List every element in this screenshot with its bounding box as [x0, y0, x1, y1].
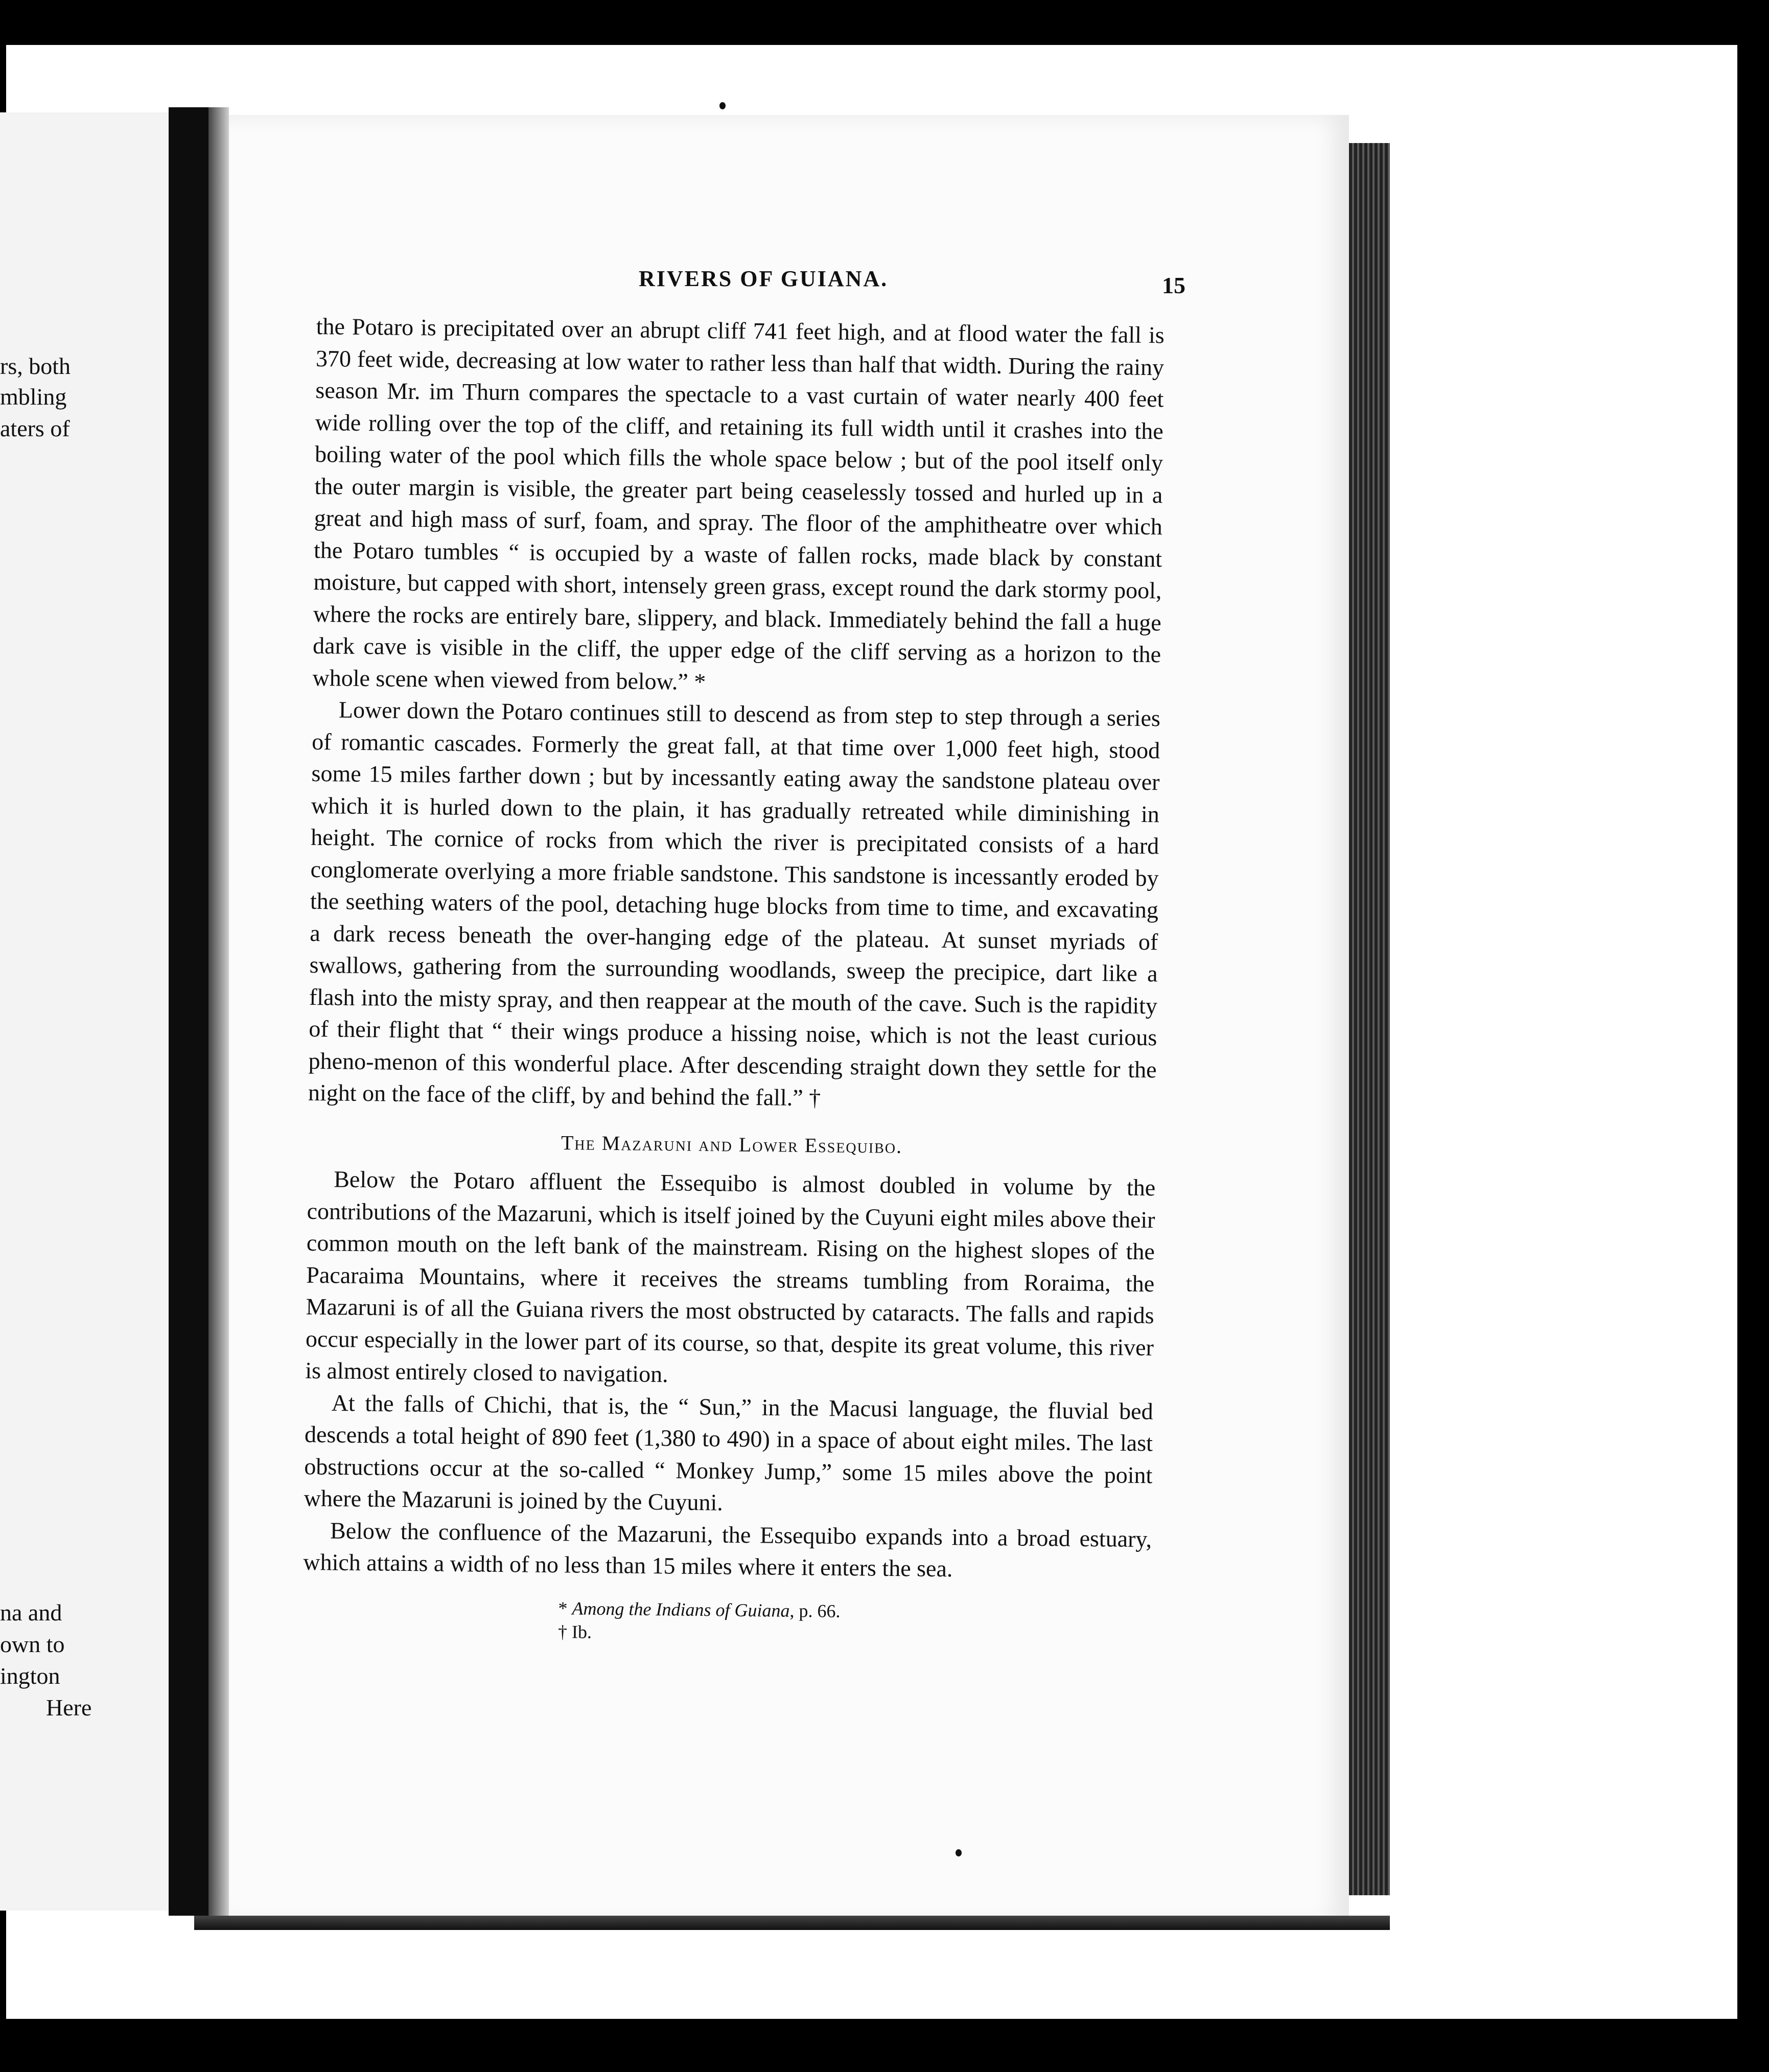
- gutter-shadow: [208, 107, 229, 1916]
- scan-speck: [719, 102, 726, 109]
- body-text: [302, 311, 1165, 1650]
- footnote-citation-title: Among the Indians of Guiana: [572, 1597, 790, 1621]
- page-stack-edge: [1349, 143, 1390, 1895]
- left-page-fragment: [0, 112, 169, 1911]
- left-fragment-line: Here: [46, 1694, 92, 1721]
- paragraph: the Potaro is precipitated over an abrupt cliff 741 feet high, and at flood water the fall is 370 feet wide, decreasing at low water to rather less than half that width. During the rainy season Mr. im Thurn compares the spectacle to a vast curtain of water nearly 400 feet wide rolling over the top of the cliff, and retaining its full width until it crashes into the boiling water of the pool which fills the whole space below ; but of the pool itself only the outer margin is visible, the greater part being ceaselessly tossed and hurled up in a great and high mass of surf, foam, and spray. The floor of the amphitheatre over which the Potaro tumbles “ is occupied by a waste of fallen rocks, made black by constant moisture, but capped with short, intensely green grass, except round the dark stormy pool, where the rocks are entirely bare, slippery, and black. Immediately behind the fall a huge dark cave is visible in the cliff, the upper edge of the cliff serving as a horizon to the whole scene when viewed from below.” *: [312, 313, 1165, 695]
- scan-speck: [956, 1849, 962, 1856]
- scan-border-bottom: [0, 2019, 1769, 2072]
- left-fragment-line: ington: [0, 1663, 60, 1689]
- running-head-title: RIVERS OF GUIANA.: [639, 266, 889, 291]
- scan-border-right: [1737, 0, 1769, 2072]
- section-heading: The Mazaruni and Lower Essequibo.: [561, 1131, 903, 1158]
- paragraph: Below the confluence of the Mazaruni, the Essequibo expands into a broad estuary, which attains a width of no less than 15 miles where it enters the sea.: [303, 1517, 1152, 1582]
- paragraph: Lower down the Potaro continues still to descend as from step to step through a series of romantic cascades. Formerly the great fall, at that time over 1,000 feet high, stood some 15 miles farther down ; but by incessantly eating away the sandstone plateau over which it is hurled down to the plain, it has gradually retreated while diminishing in height. The cornice of rocks from which the river is precipitated consists of a hard conglomerate overlying a more friable sandstone. This sandstone is incessantly eroded by the seething waters of the pool, detaching huge blocks from time to time, and excavating a dark recess beneath the over-hanging edge of the plateau. At sunset myriads of swallows, gathering from the surrounding woodlands, sweep the precipice, dart like a flash into the misty spray, and then reappear at the mouth of the cave. Such is the rapidity of their flight that “ their wings produce a hissing noise, which is not the least curious pheno-menon of this wonderful place. After descending straight down they settle for the night on the face of the cliff, by and behind the fall.” †: [308, 696, 1161, 1111]
- book-gutter: [169, 107, 208, 1916]
- footnote-citation-rest: , p. 66.: [789, 1600, 841, 1621]
- paragraph: Below the Potaro affluent the Essequibo is almost doubled in volume by the contributions of the Mazaruni, which is itself joined by the Cuyuni eight miles above their common mouth on the left bank of the mainstream. Rising on the highest slopes of the Pacaraima Mountains, where it receives the streams tumbling from Roraima, the Mazaruni is of all the Guiana rivers the most obstructed by cataracts. The falls and rapids occur especially in the lower part of its course, so that, despite its great volume, this river is almost entirely closed to navigation.: [305, 1166, 1156, 1387]
- left-fragment-line: own to: [0, 1631, 65, 1657]
- footnotes: [302, 1593, 1151, 1649]
- running-head: [317, 266, 1185, 301]
- paragraph: At the falls of Chichi, that is, the “ Sun,” in the Macusi language, the fluvial bed descends a total height of 890 feet (1,380 to 490) in a space of about eight miles. The last obstructions occur at the so-called “ Monkey Jump,” some 15 miles above the point where the Mazaruni is joined by the Cuyuni.: [304, 1389, 1153, 1516]
- footnote: † Ib.: [557, 1621, 592, 1642]
- scan-border-top: [0, 0, 1769, 45]
- left-fragment-line: aters of: [0, 415, 70, 441]
- left-fragment-line: rs, both: [0, 353, 71, 379]
- page-number: 15: [1162, 272, 1185, 298]
- footnote-mark: *: [558, 1597, 568, 1618]
- left-fragment-line: na and: [0, 1599, 62, 1626]
- left-fragment-line: mbling: [0, 384, 67, 410]
- page-bottom-edge: [194, 1916, 1390, 1930]
